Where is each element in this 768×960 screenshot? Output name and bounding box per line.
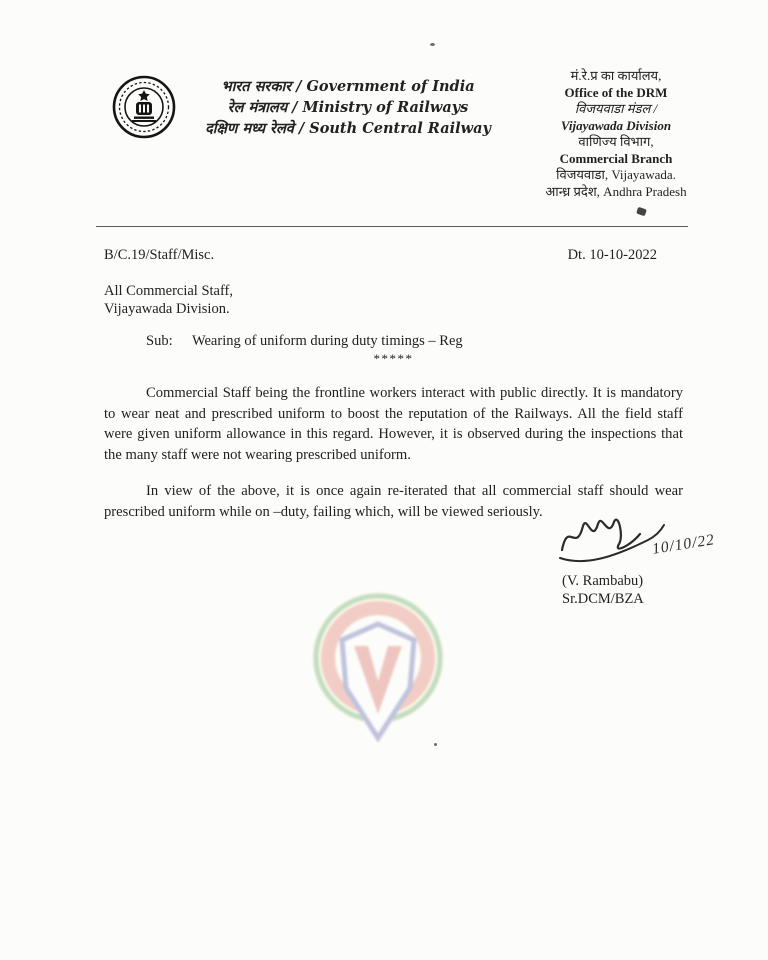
reference-row	[104, 247, 683, 264]
signatory-name: (V. Rambabu)	[562, 573, 644, 589]
subject-separator: *****	[373, 351, 414, 366]
reference-number: B/C.19/Staff/Misc.	[104, 247, 215, 263]
office-line: विजयवाडा, Vijayawada.	[556, 167, 676, 182]
addressee-block	[104, 282, 683, 318]
letter-date: Dt. 10-10-2022	[567, 247, 657, 263]
org-line-govt: भारत सरकार / Government of India	[221, 78, 475, 95]
scan-speck	[636, 207, 647, 216]
office-address-block	[520, 68, 712, 200]
signatory-designation: Sr.DCM/BZA	[562, 591, 644, 607]
addressee-line: Vijayawada Division.	[104, 301, 230, 317]
signature-block	[104, 526, 716, 656]
scan-speck	[434, 743, 437, 746]
org-line-zone: दक्षिण मध्य रेलवे / South Central Railway	[205, 120, 491, 137]
signatory	[562, 572, 644, 608]
org-line-ministry: रेल मंत्रालय / Ministry of Railways	[227, 99, 469, 116]
office-line: Vijayawada Division	[560, 117, 672, 133]
scan-speck	[430, 43, 435, 46]
header-divider	[96, 226, 688, 227]
subject-text: Wearing of uniform during duty timings – Reg	[191, 333, 463, 349]
body-paragraph-2: In view of the above, it is once again re-iterated that all commercial staff should wear prescribed uniform while on –duty, failing which, will be viewed seriously.	[104, 483, 683, 520]
body-paragraph-1: Commercial Staff being the frontline workers interact with public directly. It is mandatory to wear neat and prescribed uniform to boost the reputation of the Railways. All the field staff were given uniform allowance in this regard. However, it is observed during the inspections that the many staff were not wearing prescribed uniform.	[104, 385, 683, 463]
office-line: वाणिज्य विभाग,	[578, 134, 654, 149]
office-line: मं.रे.प्र का कार्यालय,	[570, 68, 662, 83]
addressee-line: All Commercial Staff,	[104, 283, 233, 299]
office-line: आन्ध्र प्रदेश, Andhra Pradesh	[545, 183, 687, 199]
subject-row	[146, 333, 683, 350]
indian-railways-logo-icon	[112, 74, 176, 140]
office-line: विजयवाडा मंडल /	[574, 101, 658, 116]
office-line: Office of the DRM	[564, 84, 668, 100]
letterhead	[0, 0, 768, 200]
org-title-block	[176, 68, 520, 139]
office-line: Commercial Branch	[559, 150, 673, 166]
subject-label: Sub:	[146, 333, 173, 349]
handwritten-date: 10/10/22	[650, 531, 716, 558]
